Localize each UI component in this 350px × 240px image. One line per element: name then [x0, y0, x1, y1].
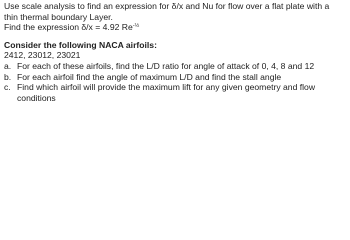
list-item: [4, 82, 348, 103]
list-marker: b.: [4, 71, 12, 82]
spacer: [4, 33, 348, 40]
list-item-text: For each of these airfoils, find the L/D ratio for angle of attack of 0, 4, 8 and 12: [17, 60, 315, 71]
expression-text: Find the expression δ/x = 4.92 Re: [4, 22, 133, 33]
list-item-text: For each airfoil find the angle of maximum L/D and find the stall angle: [17, 71, 282, 82]
airfoil-list: 2412, 23012, 23021: [4, 50, 81, 61]
list-marker: a.: [4, 60, 12, 71]
list-item-text: Find which airfoil will provide the maximum lift for any given geometry and flow conditions: [17, 82, 316, 103]
problem1-line3: [4, 22, 348, 33]
exponent: -½: [132, 23, 140, 30]
list-marker: c.: [4, 82, 11, 93]
problem1-line1: Use scale analysis to find an expression for δ/x and Nu for flow over a flat plate with a: [4, 1, 330, 11]
problem1-line2: thin thermal boundary Layer.: [4, 11, 113, 22]
question-document: [4, 1, 348, 103]
problem2-heading: Consider the following NACA airfoils:: [4, 39, 157, 50]
list-item: [4, 61, 348, 72]
list-item: [4, 72, 348, 83]
